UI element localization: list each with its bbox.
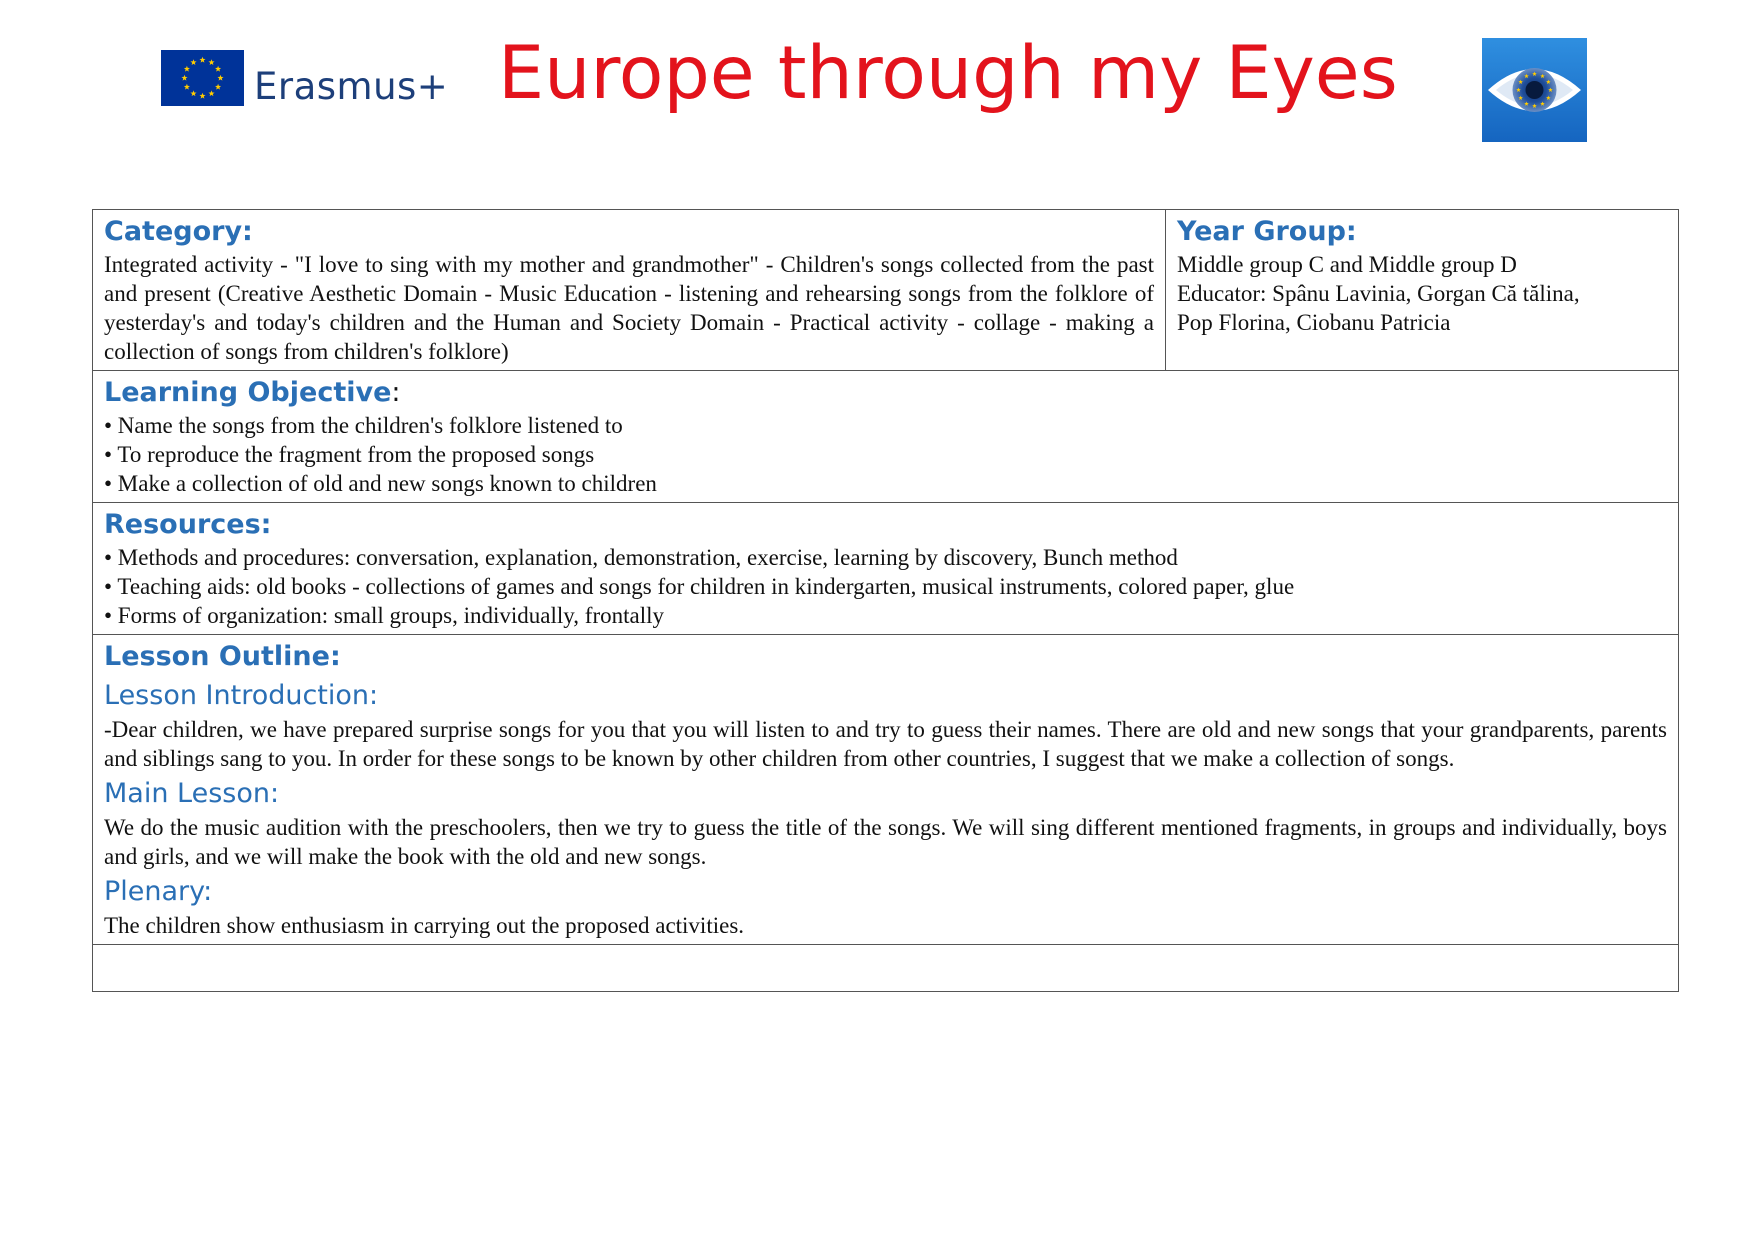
learning-objective-row: [93, 371, 1679, 503]
lesson-outline-row: [93, 635, 1679, 945]
objective-item: • Make a collection of old and new songs known to children: [104, 471, 657, 496]
category-row: [93, 210, 1679, 371]
eye-logo-icon: [1482, 38, 1587, 142]
category-heading: Category:: [104, 216, 253, 247]
objective-item: • To reproduce the fragment from the proposed songs: [104, 442, 595, 467]
objective-item: • Name the songs from the children's folklore listened to: [104, 413, 623, 438]
empty-cell: [93, 945, 1679, 992]
lesson-plan-table: [92, 209, 1679, 992]
main-lesson-heading: Main Lesson:: [104, 778, 280, 809]
resource-item: • Forms of organization: small groups, individually, frontally: [104, 603, 664, 628]
page-header: [0, 0, 1755, 150]
lesson-outline-heading: Lesson Outline:: [104, 641, 341, 672]
resources-row: [93, 503, 1679, 635]
plenary-heading: Plenary:: [104, 876, 213, 907]
resource-item: • Teaching aids: old books - collections of games and songs for children in kindergarten, musical instruments, colored paper, glue: [104, 574, 1295, 599]
year-group-line: Pop Florina, Ciobanu Patricia: [1177, 310, 1451, 335]
year-group-line: Middle group C and Middle group D: [1177, 252, 1517, 277]
learning-objective-heading: [104, 375, 1667, 411]
year-group-cell: [1166, 210, 1679, 371]
erasmus-plus-logo-text: Erasmus+: [254, 65, 449, 108]
plenary-body: The children show enthusiasm in carrying out the proposed activities.: [104, 913, 745, 938]
year-group-heading: Year Group:: [1177, 216, 1357, 247]
lesson-introduction-heading: Lesson Introduction:: [104, 680, 379, 711]
learning-objective-colon: :: [391, 377, 401, 408]
resource-item: • Methods and procedures: conversation, explanation, demonstration, exercise, learning by discovery, Bunch method: [104, 545, 1178, 570]
category-cell: [93, 210, 1166, 371]
resources-heading: Resources:: [104, 509, 272, 540]
lesson-outline-cell: [93, 635, 1679, 945]
year-group-line: Educator: Spânu Lavinia, Gorgan Că tălina,: [1177, 281, 1580, 306]
resources-cell: [93, 503, 1679, 635]
lesson-introduction-body: -Dear children, we have prepared surprise songs for you that you will listen to and try to guess their names. There are old and new songs that your grandparents, parents and siblings sang to you. In order for these songs to be known by other children from other countries, I suggest that we make a collection of songs.: [104, 717, 1667, 771]
category-body: Integrated activity - "I love to sing with my mother and grandmother" - Children's songs collected from the past and present (Creative Aesthetic Domain - Music Education - listening and rehearsing songs from the folklore of yesterday's and today's children and the Human and Society Domain - Practical activity - collage - making a collection of songs from children's folklore): [104, 252, 1154, 364]
main-lesson-body: We do the music audition with the preschoolers, then we try to guess the title of the songs. We will sing different mentioned fragments, in groups and individually, boys and girls, and we will make the book with the old and new songs.: [104, 815, 1667, 869]
eu-flag-icon: [161, 50, 244, 106]
empty-row: [93, 945, 1679, 992]
learning-objective-heading-text: Learning Objective: [104, 377, 392, 408]
learning-objective-cell: [93, 371, 1679, 503]
page-title: Europe through my Eyes: [498, 31, 1398, 116]
